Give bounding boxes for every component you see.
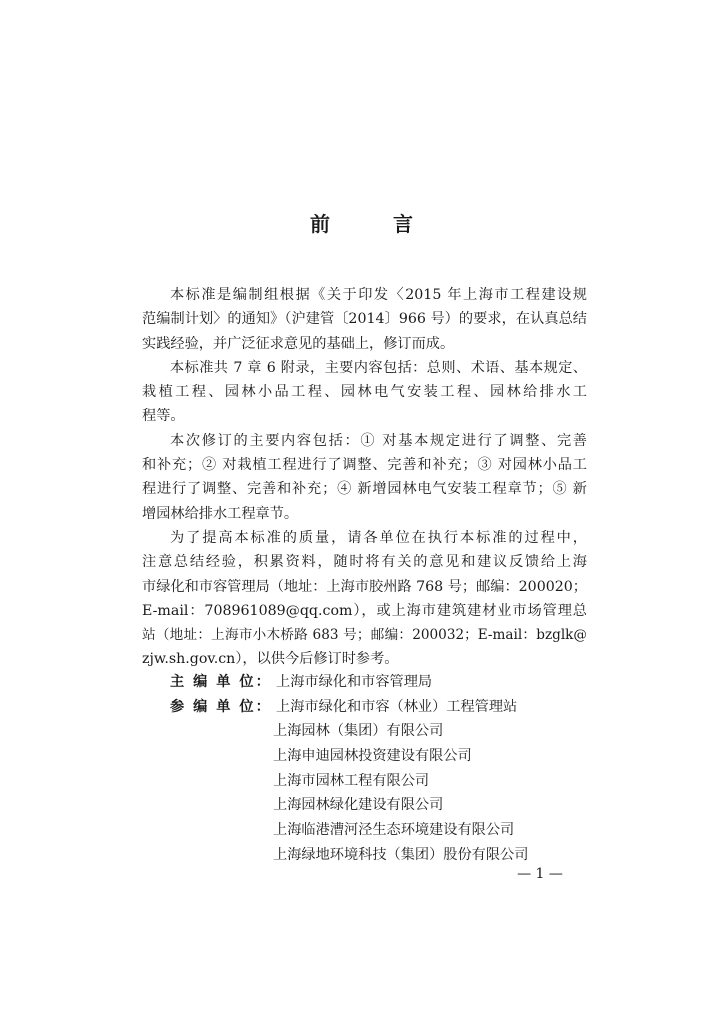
- paragraph-line: 市绿化和市容管理局（地址：上海市胶州路 768 号；邮编：200020；: [142, 578, 587, 595]
- paragraph-line: 本标准共 7 章 6 附录，主要内容包括：总则、术语、基本规定、: [170, 359, 587, 376]
- paragraph-1: [142, 283, 587, 356]
- participating-units-label: 参 编 单 位：: [170, 698, 272, 715]
- paragraph-line: 程进行了调整、完善和补充；④ 新增园林电气安装工程章节；⑤ 新: [142, 481, 587, 498]
- paragraph-line: zjw.sh.gov.cn），以供今后修订时参考。: [142, 651, 399, 668]
- participating-unit-row: [170, 744, 590, 769]
- page-number: — 1 —: [517, 866, 563, 882]
- paragraph-line: 注意总结经验，积累资料，随时将有关的意见和建议反馈给上海: [142, 554, 587, 571]
- chief-unit-row: [170, 670, 590, 695]
- paragraph-3: [142, 429, 587, 526]
- paragraph-line: 增园林给排水工程章节。: [142, 505, 299, 522]
- participating-unit-row: [170, 793, 590, 818]
- organization-list: [170, 670, 590, 868]
- participating-unit-name: 上海临港漕河泾生态环境建设有限公司: [273, 822, 515, 839]
- participating-unit-row: [170, 719, 590, 744]
- paragraph-2: [142, 356, 587, 429]
- paragraph-line: 程等。: [142, 408, 185, 425]
- paragraph-line: 范编制计划〉的通知》（沪建管〔2014〕966 号）的要求，在认真总结: [142, 311, 587, 328]
- participating-unit-row: [170, 818, 590, 843]
- paragraph-line: 本标准是编制组根据《关于印发〈2015 年上海市工程建设规: [170, 287, 587, 303]
- paragraph-4: [142, 526, 587, 672]
- paragraph-line: 为了提高本标准的质量，请各单位在执行本标准的过程中，: [170, 529, 587, 546]
- participating-unit-row: [170, 695, 590, 720]
- chief-unit-label: 主 编 单 位：: [170, 674, 272, 690]
- participating-unit-name: 上海申迪园林投资建设有限公司: [273, 748, 472, 765]
- paragraph-line: E-mail：708961089@qq.com），或上海市建筑建材业市场管理总: [142, 602, 587, 619]
- page-title: 前 言: [310, 212, 441, 236]
- chief-unit-name: 上海市绿化和市容管理局: [276, 674, 433, 690]
- paragraph-line: 和补充；② 对栽植工程进行了调整、完善和补充；③ 对园林小品工: [142, 457, 587, 474]
- paragraph-line: 站（地址：上海市小木桥路 683 号；邮编：200032；E-mail：bzglk@: [142, 627, 587, 644]
- paragraph-line: 栽植工程、园林小品工程、园林电气安装工程、园林给排水工: [142, 384, 587, 401]
- participating-unit-row: [170, 769, 590, 794]
- participating-unit-name: 上海绿地环境科技（集团）股份有限公司: [273, 846, 529, 863]
- participating-unit-name: 上海市园林工程有限公司: [273, 772, 430, 789]
- participating-unit-row: [170, 843, 590, 868]
- paragraph-line: 本次修订的主要内容包括：① 对基本规定进行了调整、完善: [170, 432, 587, 449]
- preface-body: [142, 283, 587, 672]
- paragraph-line: 实践经验，并广泛征求意见的基础上，修订而成。: [142, 335, 455, 352]
- participating-unit-name: 上海园林（集团）有限公司: [273, 723, 444, 740]
- participating-unit-name: 上海市绿化和市容（林业）工程管理站: [276, 698, 518, 715]
- participating-unit-name: 上海园林绿化建设有限公司: [273, 797, 444, 814]
